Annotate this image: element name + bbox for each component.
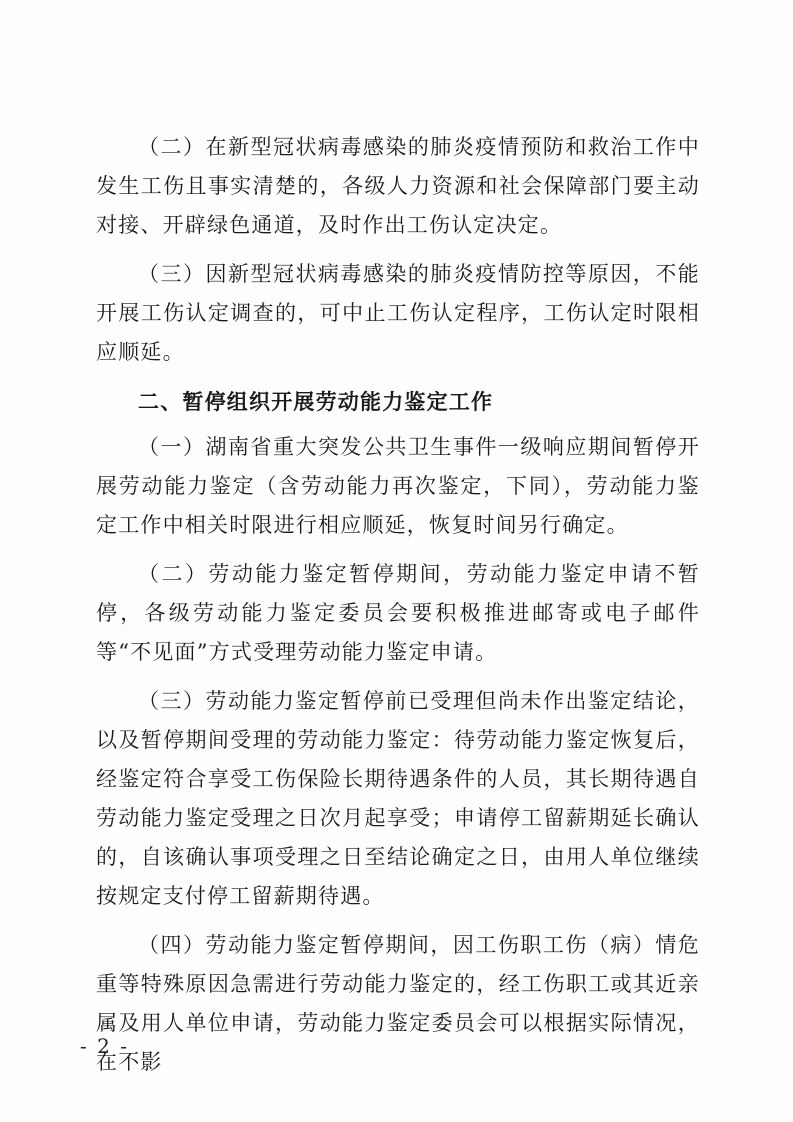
page-number: - 2 - [80, 1034, 129, 1058]
paragraph-suspend-assessment: （一）湖南省重大突发公共卫生事件一级响应期间暂停开展劳动能力鉴定（含劳动能力再次鉴定，下同），劳动能力鉴定工作中相关时限进行相应顺延，恢复时间另行确定。 [96, 435, 700, 537]
paragraph-pending-cases: （三）劳动能力鉴定暂停前已受理但尚未作出鉴定结论，以及暂停期间受理的劳动能力鉴定：待劳动能力鉴定恢复后，经鉴定符合享受工伤保险长期待遇条件的人员，其长期待遇自劳动能力鉴定受理之日次月起享受；申请停工留薪期延长确认的，自该确认事项受理之日至结论确定之日，由用人单位继续按规定支付停工留薪期待遇。 [96, 689, 700, 908]
paragraph-injury-suspension: （三）因新型冠状病毒感染的肺炎疫情防控等原因，不能开展工伤认定调查的，可中止工伤认定程序，工伤认定时限相应顺延。 [96, 262, 700, 364]
document-body [96, 128, 700, 1092]
paragraph-urgent-cases: （四）劳动能力鉴定暂停期间，因工伤职工伤（病）情危重等特殊原因急需进行劳动能力鉴定的，经工伤职工或其近亲属及用人单位申请，劳动能力鉴定委员会可以根据实际情况，在不影 [96, 933, 700, 1074]
paragraph-injury-green-channel: （二）在新型冠状病毒感染的肺炎疫情预防和救治工作中发生工伤且事实清楚的，各级人力资源和社会保障部门要主动对接、开辟绿色通道，及时作出工伤认定决定。 [96, 135, 700, 237]
paragraph-remote-application: （二）劳动能力鉴定暂停期间，劳动能力鉴定申请不暂停，各级劳动能力鉴定委员会要积极推进邮寄或电子邮件等“不见面”方式受理劳动能力鉴定申请。 [96, 562, 700, 664]
section-heading: 二、暂停组织开展劳动能力鉴定工作 [138, 390, 494, 414]
